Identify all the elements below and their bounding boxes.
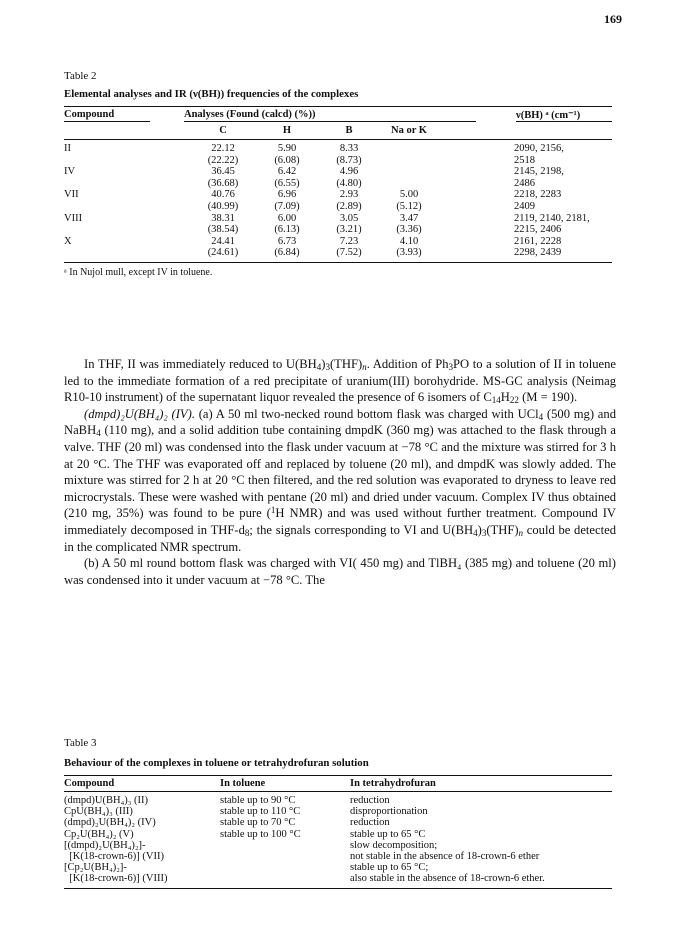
table-3-label: Table 3 bbox=[64, 737, 97, 749]
cell-h: 6.73 bbox=[277, 235, 297, 247]
cell-b: (4.80) bbox=[336, 177, 362, 189]
cell-ir: 2145, 2198, bbox=[514, 166, 564, 178]
cell-compound: CpU(BH₄)₃ (III) bbox=[64, 806, 133, 818]
cell-thf: disproportionation bbox=[350, 806, 428, 818]
table-2-header-row-1 bbox=[64, 107, 612, 125]
table-row bbox=[64, 795, 612, 806]
cell-compound: VIII bbox=[64, 212, 83, 224]
header-na-k: Na or K bbox=[391, 125, 427, 136]
cell-ir: 2486 bbox=[514, 177, 535, 189]
cell-h: 5.90 bbox=[277, 143, 297, 154]
cell-na: (3.36) bbox=[396, 224, 422, 236]
paragraph-2: (dmpd)₂U(BH₄)₂ (IV). (a) A 50 ml two-necked round bottom flask was charged with UCl$_4$ (500 mg) and NaBH$_4$ (110 mg), and a solid addition tube containing dmpdK (360 mg) was attached to the flask through a valve. THF (20 ml) was condensed into the flask under vacuum at −78 °C and the mixture was stirred for 3 h at 20 °C. The THF was evaporated off and replaced by toluene (20 ml), and dmpdK was slowly added. The mixture was stirred for 2 h at 20 °C then filtered, and the red solution was evaporated to dryness to leave red microcrystals. These were washed with pentane (20 ml) and dried under vacuum. Complex IV thus obtained (210 mg, 35%) was found to be pure ($^1$H NMR) and was used without further treatment. Compound IV immediately decomposed in THF-$d_8$; the signals corresponding to VI and $U(BH_4)_3(THF)_n$ could be detected in the complicated NMR spectrum. bbox=[64, 406, 616, 554]
section-heading: (dmpd)₂U(BH₄)₂ (IV). bbox=[84, 406, 195, 421]
table-row bbox=[64, 840, 612, 851]
cell-ir: 2409 bbox=[514, 200, 535, 212]
header-h: H bbox=[282, 125, 292, 136]
table-2-footnote: ᵃ In Nujol mull, except IV in toluene. bbox=[64, 266, 213, 278]
header-b: B bbox=[345, 125, 353, 136]
cell-na: (3.93) bbox=[396, 247, 422, 259]
cell-h: 6.96 bbox=[277, 189, 297, 201]
cell-c: (40.99) bbox=[207, 200, 239, 212]
cell-na: 5.00 bbox=[399, 189, 419, 201]
cell-ir: 2218, 2283 bbox=[514, 189, 562, 201]
table-2-title: Elemental analyses and IR (ν(BH)) frequencies of the complexes bbox=[64, 88, 359, 100]
body-text bbox=[64, 356, 616, 588]
cell-h: (6.13) bbox=[274, 224, 300, 236]
cell-compound: [K(18-crown-6)] (VII) bbox=[64, 850, 164, 862]
cell-thf: stable up to 65 °C bbox=[350, 828, 426, 840]
text-span: (M = 190). bbox=[518, 390, 578, 405]
cell-ir: 2119, 2140, 2181, bbox=[514, 212, 590, 224]
table-row bbox=[64, 178, 612, 190]
cell-c: 38.31 bbox=[211, 212, 235, 224]
cell-c: 22.12 bbox=[211, 143, 235, 154]
paragraph-3: (b) A 50 ml round bottom flask was charged with VI( 450 mg) and TlBH₄ (385 mg) and toluene (20 ml) was condensed into it under vacuum at −78 °C. The bbox=[64, 556, 616, 587]
cell-b: 4.96 bbox=[339, 166, 359, 178]
table-row bbox=[64, 201, 612, 213]
table-row bbox=[64, 817, 612, 828]
text-span: . Addition of Ph bbox=[366, 357, 449, 371]
text-span: (THF) bbox=[486, 522, 519, 537]
text-span: ) bbox=[321, 357, 326, 371]
header-c: C bbox=[219, 125, 227, 136]
cell-h: 6.42 bbox=[277, 166, 297, 178]
cell-b: 8.33 bbox=[339, 143, 359, 154]
cell-na: (5.12) bbox=[396, 200, 422, 212]
table-row bbox=[64, 829, 612, 840]
cell-c: (22.22) bbox=[207, 154, 239, 166]
cell-toluene: stable up to 70 °C bbox=[220, 817, 296, 829]
header-toluene: In toluene bbox=[220, 778, 266, 789]
table-row bbox=[64, 247, 612, 259]
table-3-title: Behaviour of the complexes in toluene or tetrahydrofuran solution bbox=[64, 757, 369, 769]
text-span: In THF, II was immediately reduced to U(BH bbox=[84, 357, 317, 371]
table-row bbox=[64, 155, 612, 167]
cell-b: (2.89) bbox=[336, 200, 362, 212]
cell-ir: 2518 bbox=[514, 154, 535, 166]
cell-toluene: stable up to 100 °C bbox=[220, 828, 301, 840]
cell-thf: reduction bbox=[350, 795, 390, 806]
cell-b: (7.52) bbox=[336, 247, 362, 259]
cell-ir: 2161, 2228 bbox=[514, 235, 562, 247]
table-row bbox=[64, 166, 612, 178]
table-row bbox=[64, 806, 612, 817]
table-row bbox=[64, 224, 612, 236]
table-row bbox=[64, 189, 612, 201]
table-row bbox=[64, 873, 612, 884]
cell-h: (6.84) bbox=[274, 247, 300, 259]
table-2-body bbox=[64, 140, 612, 259]
cell-compound: [Cp₂U(BH₄)₂]- bbox=[64, 862, 127, 874]
cell-ir: 2215, 2406 bbox=[514, 224, 562, 236]
cell-c: (38.54) bbox=[207, 224, 239, 236]
table-row bbox=[64, 143, 612, 155]
text-span: H NMR) and was used without further treatment. Compound IV immediately decomposed in THF-d bbox=[64, 506, 616, 537]
table-2-bottom-rule bbox=[64, 262, 612, 263]
header-ir: ν(BH) ᵃ (cm⁻¹) bbox=[516, 110, 581, 121]
text-span: (500 mg) and NaBH bbox=[64, 406, 616, 438]
cell-thf: not stable in the absence of 18-crown-6 ether bbox=[350, 850, 540, 862]
table-3-body bbox=[64, 792, 612, 885]
cell-b: 7.23 bbox=[339, 235, 359, 247]
cell-na: 3.47 bbox=[399, 212, 419, 224]
table-row bbox=[64, 236, 612, 248]
cell-toluene: stable up to 90 °C bbox=[220, 795, 296, 806]
cell-compound: Cp₂U(BH₄)₂ (V) bbox=[64, 828, 134, 840]
cell-c: 24.41 bbox=[211, 235, 235, 247]
cell-ir: 2090, 2156, bbox=[514, 143, 564, 154]
cell-compound: II bbox=[64, 143, 71, 154]
table-3-bottom-rule bbox=[64, 888, 612, 889]
table-2 bbox=[64, 70, 612, 278]
table-3-header bbox=[64, 776, 612, 791]
text-span: ; the signals corresponding to VI and U(BH bbox=[249, 522, 474, 537]
cell-b: (3.21) bbox=[336, 224, 362, 236]
cell-toluene: stable up to 110 °C bbox=[220, 806, 301, 818]
cell-na: 4.10 bbox=[399, 235, 419, 247]
cell-thf: also stable in the absence of 18-crown-6 ether. bbox=[350, 873, 545, 885]
cell-c: (24.61) bbox=[207, 247, 239, 259]
text-span: (THF) bbox=[329, 357, 363, 371]
cell-compound: (dmpd)₂U(BH₄)₂ (IV) bbox=[64, 817, 156, 829]
cell-b: 3.05 bbox=[339, 212, 359, 224]
table-row bbox=[64, 213, 612, 225]
text-span: could be detected in the complicated NMR spectrum. bbox=[64, 522, 616, 554]
cell-compound: (dmpd)U(BH₄)₃ (II) bbox=[64, 795, 149, 806]
table-2-header-row-2 bbox=[64, 125, 612, 139]
table-row bbox=[64, 862, 612, 873]
cell-c: 40.76 bbox=[211, 189, 235, 201]
text-span: ) bbox=[477, 522, 482, 537]
analyses-underline bbox=[184, 121, 476, 122]
cell-compound: VII bbox=[64, 189, 79, 201]
paragraph-1: In THF, II was immediately reduced to $U(BH_4)_3(THF)_n$. Addition of $Ph_3PO$ to a solution of II in toluene led to the immediate formation of a red precipitate of uranium(III) borohydride. MS-GC analysis (Neimag R10-10 instrument) of the supernatant liquor revealed the presence of 6 isomers of $C_{14}H_{22}$ (M = 190). bbox=[64, 357, 616, 406]
cell-thf: stable up to 65 °C; bbox=[350, 862, 429, 874]
cell-compound: X bbox=[64, 235, 72, 247]
cell-b: 2.93 bbox=[339, 189, 359, 201]
cell-compound: [(dmpd)₂U(BH₄)₂]- bbox=[64, 839, 146, 851]
header-thf: In tetrahydrofuran bbox=[350, 778, 436, 789]
cell-h: 6.00 bbox=[277, 212, 297, 224]
cell-c: (36.68) bbox=[207, 177, 239, 189]
page-number: 169 bbox=[604, 12, 622, 26]
text-span: (110 mg), and a solid addition tube containing dmpdK (360 mg) was attached to the flask through a valve. THF (20 ml) was condensed into the flask under vacuum at −78 °C and the mixture was stirred for 3 h at 20 °C. The THF was evaporated off and replaced by toluene (20 ml), and dmpdK was slowly added. The mixture was stirred for 2 h at 20 °C then filtered, and the red solution was evaporated to dryness to leave red microcrystals. These were washed with pentane (20 ml) and dried under vacuum. Complex IV thus obtained (210 mg, 35%) was found to be pure ( bbox=[64, 423, 616, 521]
ir-underline bbox=[516, 121, 612, 122]
cell-h: (7.09) bbox=[274, 200, 300, 212]
cell-compound: [K(18-crown-6)] (VIII) bbox=[64, 873, 168, 885]
header-analyses: Analyses (Found (calcd) (%)) bbox=[184, 109, 316, 120]
table-2-label: Table 2 bbox=[64, 70, 97, 82]
cell-ir: 2298, 2439 bbox=[514, 247, 562, 259]
table-row bbox=[64, 851, 612, 862]
header-compound: Compound bbox=[64, 778, 115, 789]
header-compound: Compound bbox=[64, 109, 115, 120]
cell-c: 36.45 bbox=[211, 166, 235, 178]
text-span: PO to a solution of II in toluene led to the immediate formation of a red precipitate of uranium(III) borohydride. MS-GC analysis (Neimag R10-10 instrument) of the supernatant liquor revealed the presence of 6 isomers of C bbox=[64, 357, 616, 405]
cell-thf: slow decomposition; bbox=[350, 839, 438, 851]
text-span: H bbox=[500, 390, 510, 405]
text-span: (a) A 50 ml two-necked round bottom flask was charged with UCl bbox=[194, 406, 539, 421]
cell-b: (8.73) bbox=[336, 154, 362, 166]
cell-compound: IV bbox=[64, 166, 76, 178]
cell-h: (6.55) bbox=[274, 177, 300, 189]
cell-thf: reduction bbox=[350, 817, 390, 829]
cell-h: (6.08) bbox=[274, 154, 300, 166]
table-3 bbox=[64, 737, 612, 889]
compound-underline bbox=[64, 121, 150, 122]
